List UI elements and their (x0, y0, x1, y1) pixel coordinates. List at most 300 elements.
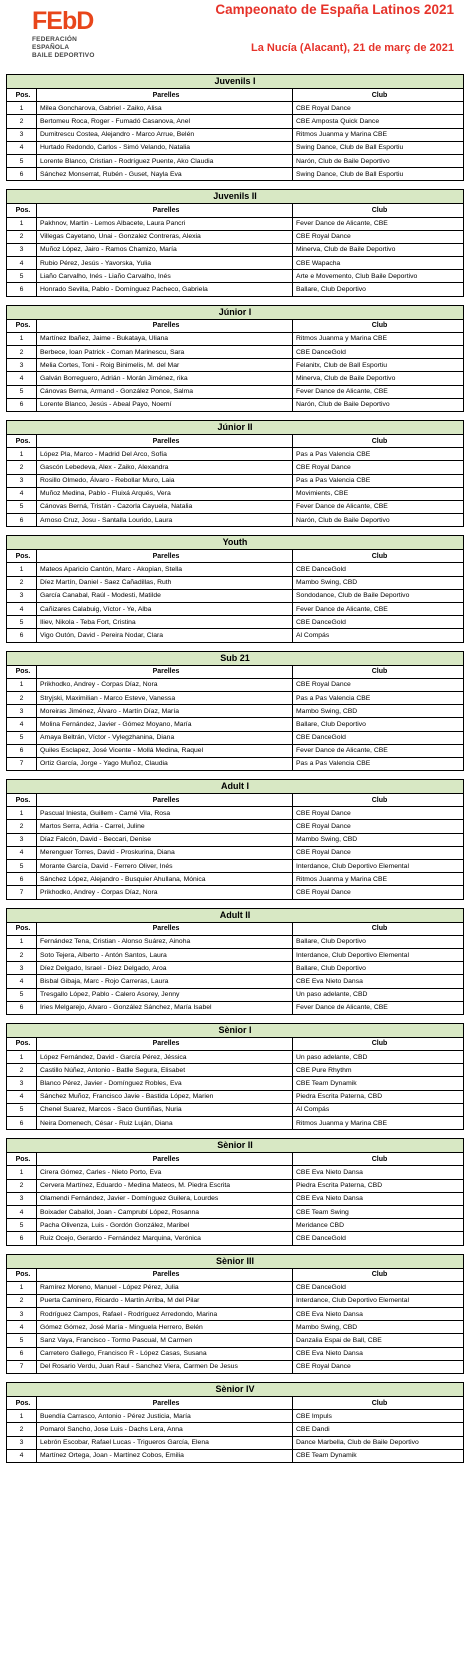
couple-cell: Soto Tejera, Alberto - Antón Santos, Laura (37, 948, 293, 961)
table-row (7, 115, 464, 128)
position-cell: 2 (7, 461, 37, 474)
couple-cell: Pakhnov, Martin - Lemos Albacete, Laura Pancri (37, 217, 293, 230)
couple-cell: Rodríguez Campos, Rafael - Rodríguez Arredondo, Marina (37, 1308, 293, 1321)
club-cell: Danzalia Espai de Ball, CBE (293, 1334, 464, 1347)
club-header: Club (293, 1037, 464, 1050)
club-cell: Ritmos Juanma y Marina CBE (293, 873, 464, 886)
club-header: Club (293, 794, 464, 807)
position-cell: 3 (7, 1308, 37, 1321)
position-cell: 5 (7, 1334, 37, 1347)
category-title: Adult II (7, 908, 464, 922)
couple-cell: Mateos Aparicio Cantón, Marc - Akopian, Stella (37, 563, 293, 576)
category-table (6, 1023, 464, 1130)
club-cell: CBE Royal Dance (293, 886, 464, 899)
position-cell: 2 (7, 115, 37, 128)
couple-cell: Bisbal Gibaja, Marc - Rojo Carreras, Laura (37, 975, 293, 988)
table-row (7, 589, 464, 602)
pos-header: Pos. (7, 319, 37, 332)
position-cell: 6 (7, 744, 37, 757)
category-title: Sènior III (7, 1254, 464, 1268)
club-cell: CBE Amposta Quick Dance (293, 115, 464, 128)
table-row (7, 1090, 464, 1103)
table-row (7, 975, 464, 988)
pos-header: Pos. (7, 204, 37, 217)
table-row (7, 230, 464, 243)
category-title: Juvenils II (7, 190, 464, 204)
club-cell: CBE Team Dynamik (293, 1077, 464, 1090)
table-row (7, 705, 464, 718)
header-row (7, 1397, 464, 1410)
club-cell: Felanitx, Club de Ball Esportiu (293, 359, 464, 372)
couple-cell: Quiles Esclapez, José Vicente - Mollá Medina, Raquel (37, 744, 293, 757)
position-cell: 1 (7, 102, 37, 115)
club-header: Club (293, 1153, 464, 1166)
category-title: Júnior I (7, 305, 464, 319)
club-cell: Mambo Swing, CBD (293, 705, 464, 718)
couple-cell: Puerta Caminero, Ricardo - Martín Arriba, M del Pilar (37, 1294, 293, 1307)
position-cell: 5 (7, 731, 37, 744)
club-cell: Interdance, Club Deportivo Elemental (293, 860, 464, 873)
couple-cell: Martos Serra, Adria - Carrel, Juline (37, 820, 293, 833)
couple-cell: Gómez Gómez, José María - Minguela Herrero, Belén (37, 1321, 293, 1334)
table-row (7, 616, 464, 629)
couple-cell: Sánchez Monserrat, Rubén - Guset, Nayla Eva (37, 168, 293, 181)
club-cell: Narón, Club de Baile Deportivo (293, 398, 464, 411)
table-row (7, 988, 464, 1001)
club-header: Club (293, 89, 464, 102)
header-row (7, 204, 464, 217)
club-cell: Arte e Movemento, Club Baile Deportivo (293, 270, 464, 283)
table-row (7, 744, 464, 757)
table-row (7, 461, 464, 474)
position-cell: 5 (7, 616, 37, 629)
club-cell: Dance Marbella, Club de Baile Deportivo (293, 1436, 464, 1449)
table-row (7, 1064, 464, 1077)
couples-header: Parelles (37, 922, 293, 935)
pos-header: Pos. (7, 1037, 37, 1050)
position-cell: 5 (7, 1219, 37, 1232)
position-cell: 4 (7, 257, 37, 270)
couple-cell: Sanz Vaya, Francisco - Tormo Pascual, M Carmen (37, 1334, 293, 1347)
table-row (7, 398, 464, 411)
club-cell: Pas a Pas Valencia CBE (293, 691, 464, 704)
couple-cell: Rosillo Olmedo, Álvaro - Rebollar Muro, Laia (37, 474, 293, 487)
couple-cell: Merenguer Torres, David - Proskurina, Diana (37, 846, 293, 859)
logo-line-2: BAILE DEPORTIVO (32, 52, 95, 59)
couples-header: Parelles (37, 1397, 293, 1410)
category-title: Sub 21 (7, 651, 464, 665)
couple-cell: Lorente Blanco, Cristian - Rodríguez Puente, Ako Claudia (37, 154, 293, 167)
pos-header: Pos. (7, 1397, 37, 1410)
couple-cell: Melia Cortes, Toni - Roig Binimelis, M. del Mar (37, 359, 293, 372)
couple-cell: López Fernández, David - García Pérez, Jéssica (37, 1051, 293, 1064)
table-row (7, 1281, 464, 1294)
club-cell: Ritmos Juanma y Marina CBE (293, 1117, 464, 1130)
couple-cell: Prikhodko, Andrey - Corpas Díaz, Nora (37, 886, 293, 899)
position-cell: 1 (7, 448, 37, 461)
table-row (7, 678, 464, 691)
category-title: Sènior I (7, 1023, 464, 1037)
position-cell: 1 (7, 678, 37, 691)
table-row (7, 1334, 464, 1347)
table-row (7, 731, 464, 744)
category-table (6, 189, 464, 296)
couple-cell: Stryjski, Maximilian - Marco Esteve, Vanessa (37, 691, 293, 704)
page-header (0, 0, 468, 64)
club-cell: Meridance CBD (293, 1219, 464, 1232)
category-table (6, 1138, 464, 1245)
header-row (7, 922, 464, 935)
couple-cell: Prikhodko, Andrey - Corpas Díaz, Nora (37, 678, 293, 691)
club-header: Club (293, 434, 464, 447)
club-cell: Swing Dance, Club de Ball Esportiu (293, 141, 464, 154)
table-row (7, 346, 464, 359)
position-cell: 2 (7, 576, 37, 589)
position-cell: 4 (7, 1090, 37, 1103)
position-cell: 2 (7, 820, 37, 833)
club-cell: Un paso adelante, CBD (293, 988, 464, 1001)
couples-header: Parelles (37, 794, 293, 807)
table-row (7, 332, 464, 345)
table-row (7, 283, 464, 296)
couple-cell: Lebrón Escobar, Rafael Lucas - Trigueros García, Elena (37, 1436, 293, 1449)
couples-header: Parelles (37, 665, 293, 678)
position-cell: 6 (7, 398, 37, 411)
category-table (6, 305, 464, 412)
table-row (7, 629, 464, 642)
header-row (7, 550, 464, 563)
couple-cell: López Pla, Marco - Madrid Del Arco, Sofía (37, 448, 293, 461)
table-row (7, 757, 464, 770)
couple-cell: Pacha Olivenza, Luis - Gordón González, Maribel (37, 1219, 293, 1232)
table-row (7, 500, 464, 513)
table-row (7, 820, 464, 833)
table-row (7, 1232, 464, 1245)
table-row (7, 873, 464, 886)
club-cell: CBE DanceGold (293, 563, 464, 576)
category-table (6, 535, 464, 642)
table-row (7, 372, 464, 385)
table-row (7, 1205, 464, 1218)
category-table (6, 651, 464, 772)
couple-cell: Boixader Caballol, Joan - Camprubí López, Rosanna (37, 1205, 293, 1218)
position-cell: 5 (7, 1103, 37, 1116)
couple-cell: Lorente Blanco, Jesús - Abeal Payo, Noemí (37, 398, 293, 411)
couple-cell: Tresgallo López, Pablo - Calero Asorey, Jenny (37, 988, 293, 1001)
club-cell: CBE Eva Nieto Dansa (293, 1166, 464, 1179)
results-tables (6, 74, 463, 1471)
couple-cell: Liaño Carvalho, Inés - Liaño Carvalho, Inés (37, 270, 293, 283)
position-cell: 4 (7, 603, 37, 616)
position-cell: 6 (7, 168, 37, 181)
category-title: Júnior II (7, 420, 464, 434)
couples-header: Parelles (37, 319, 293, 332)
club-cell: Ballare, Club Deportivo (293, 962, 464, 975)
pos-header: Pos. (7, 434, 37, 447)
club-header: Club (293, 1268, 464, 1281)
club-cell: CBE Dandi (293, 1423, 464, 1436)
couple-cell: Moreiras Jiménez, Álvaro - Martín Díaz, María (37, 705, 293, 718)
table-row (7, 1103, 464, 1116)
club-cell: CBE DanceGold (293, 346, 464, 359)
couple-cell: Díaz Falcón, David - Beccari, Denise (37, 833, 293, 846)
club-cell: Fever Dance de Alicante, CBE (293, 603, 464, 616)
table-row (7, 718, 464, 731)
table-row (7, 243, 464, 256)
club-cell: Narón, Club de Baile Deportivo (293, 514, 464, 527)
couple-cell: Sánchez Muñoz, Francisco Javie - Bastida López, Marien (37, 1090, 293, 1103)
table-row (7, 691, 464, 704)
position-cell: 7 (7, 757, 37, 770)
position-cell: 1 (7, 332, 37, 345)
position-cell: 3 (7, 474, 37, 487)
position-cell: 1 (7, 807, 37, 820)
club-cell: CBE Royal Dance (293, 820, 464, 833)
club-cell: Ballare, Club Deportivo (293, 718, 464, 731)
couple-cell: Buendía Carrasco, Antonio - Pérez Justicia, María (37, 1410, 293, 1423)
position-cell: 1 (7, 935, 37, 948)
position-cell: 3 (7, 1192, 37, 1205)
position-cell: 6 (7, 1001, 37, 1014)
couple-cell: Del Rosario Verdu, Juan Raul - Sanchez Viera, Carmen De Jesus (37, 1360, 293, 1373)
couple-cell: Pascual Iniesta, Guillem - Carné Vila, Rosa (37, 807, 293, 820)
table-row (7, 860, 464, 873)
pos-header: Pos. (7, 665, 37, 678)
club-cell: Sondodance, Club de Baile Deportivo (293, 589, 464, 602)
table-row (7, 576, 464, 589)
couple-cell: Fernández Tena, Cristian - Alonso Suárez, Ainoha (37, 935, 293, 948)
position-cell: 6 (7, 629, 37, 642)
table-row (7, 846, 464, 859)
position-cell: 4 (7, 718, 37, 731)
table-row (7, 833, 464, 846)
couple-cell: Muñoz Medina, Pablo - Fluixá Arqués, Vera (37, 487, 293, 500)
position-cell: 7 (7, 1360, 37, 1373)
category-title: Adult I (7, 780, 464, 794)
couple-cell: García Canabal, Raúl - Modesti, Matilde (37, 589, 293, 602)
club-cell: CBE Eva Nieto Dansa (293, 1192, 464, 1205)
club-header: Club (293, 922, 464, 935)
position-cell: 6 (7, 1232, 37, 1245)
couple-cell: Hurtado Redondo, Carlos - Simó Velando, Natalia (37, 141, 293, 154)
club-cell: Pas a Pas Valencia CBE (293, 474, 464, 487)
club-cell: CBE DanceGold (293, 616, 464, 629)
logo-line-1: FEDERACIÓN ESPAÑOLA (32, 36, 77, 51)
table-row (7, 1117, 464, 1130)
table-row (7, 1423, 464, 1436)
position-cell: 6 (7, 873, 37, 886)
table-row (7, 1051, 464, 1064)
table-row (7, 1192, 464, 1205)
position-cell: 5 (7, 860, 37, 873)
table-row (7, 563, 464, 576)
table-row (7, 168, 464, 181)
table-row (7, 270, 464, 283)
club-cell: Pas a Pas Valencia CBE (293, 757, 464, 770)
club-cell: CBE Impuls (293, 1410, 464, 1423)
couple-cell: Cervera Martínez, Eduardo - Medina Mateos, M. Piedra Escrita (37, 1179, 293, 1192)
position-cell: 1 (7, 217, 37, 230)
club-cell: Mambo Swing, CBD (293, 576, 464, 589)
table-row (7, 886, 464, 899)
position-cell: 6 (7, 1117, 37, 1130)
category-title: Youth (7, 536, 464, 550)
table-row (7, 217, 464, 230)
club-cell: CBE Royal Dance (293, 230, 464, 243)
category-title: Juvenils I (7, 75, 464, 89)
position-cell: 3 (7, 589, 37, 602)
couple-cell: Galván Borreguero, Adrián - Morán Jiménez, rika (37, 372, 293, 385)
club-cell: CBE Royal Dance (293, 1360, 464, 1373)
couple-cell: Blanco Pérez, Javier - Domínguez Robles, Eva (37, 1077, 293, 1090)
position-cell: 1 (7, 1410, 37, 1423)
position-cell: 5 (7, 500, 37, 513)
couple-cell: Chenel Suarez, Marcos - Saco Guntiñas, Nuria (37, 1103, 293, 1116)
couple-cell: Villegas Cayetano, Unai - Gonzalez Contreras, Alexia (37, 230, 293, 243)
position-cell: 2 (7, 346, 37, 359)
pos-header: Pos. (7, 89, 37, 102)
table-row (7, 514, 464, 527)
category-table (6, 1382, 464, 1463)
club-cell: Mambo Swing, CBD (293, 1321, 464, 1334)
couples-header: Parelles (37, 204, 293, 217)
couple-cell: Cirera Gómez, Carles - Nieto Porto, Eva (37, 1166, 293, 1179)
position-cell: 4 (7, 846, 37, 859)
couple-cell: Pomarol Sancho, Jose Luis - Dachs Lera, Anna (37, 1423, 293, 1436)
table-row (7, 385, 464, 398)
table-row (7, 1436, 464, 1449)
couple-cell: Ruiz Ocejo, Gerardo - Fernández Marquina, Verónica (37, 1232, 293, 1245)
club-cell: Interdance, Club Deportivo Elemental (293, 1294, 464, 1307)
club-cell: Fever Dance de Alicante, CBE (293, 217, 464, 230)
club-header: Club (293, 204, 464, 217)
position-cell: 5 (7, 988, 37, 1001)
table-row (7, 807, 464, 820)
table-row (7, 102, 464, 115)
couple-cell: Martínez Ortega, Joan - Martínez Cobos, Emilia (37, 1449, 293, 1462)
position-cell: 2 (7, 691, 37, 704)
club-header: Club (293, 319, 464, 332)
couple-cell: Cañizares Calabuig, Víctor - Ye, Alba (37, 603, 293, 616)
club-header: Club (293, 1397, 464, 1410)
position-cell: 1 (7, 1051, 37, 1064)
table-row (7, 1347, 464, 1360)
club-cell: Interdance, Club Deportivo Elemental (293, 948, 464, 961)
table-row (7, 1321, 464, 1334)
position-cell: 6 (7, 514, 37, 527)
header-row (7, 434, 464, 447)
club-cell: Fever Dance de Alicante, CBE (293, 500, 464, 513)
position-cell: 4 (7, 487, 37, 500)
club-cell: CBE Royal Dance (293, 807, 464, 820)
position-cell: 2 (7, 1423, 37, 1436)
club-cell: CBE Team Swing (293, 1205, 464, 1218)
position-cell: 4 (7, 1205, 37, 1218)
couple-cell: Vigo Outón, David - Pereira Nodar, Clara (37, 629, 293, 642)
couple-cell: Muñoz López, Jairo - Ramos Chamizo, María (37, 243, 293, 256)
position-cell: 6 (7, 283, 37, 296)
category-title: Sènior II (7, 1139, 464, 1153)
couple-cell: Dumitrescu Costea, Alejandro - Marco Arrue, Belén (37, 128, 293, 141)
table-row (7, 141, 464, 154)
club-cell: CBE Wapacha (293, 257, 464, 270)
couple-cell: Morante García, David - Ferrero Oliver, Inés (37, 860, 293, 873)
position-cell: 2 (7, 230, 37, 243)
position-cell: 3 (7, 1436, 37, 1449)
position-cell: 4 (7, 1321, 37, 1334)
position-cell: 3 (7, 243, 37, 256)
position-cell: 4 (7, 1449, 37, 1462)
table-row (7, 487, 464, 500)
club-cell: Swing Dance, Club de Ball Esportiu (293, 168, 464, 181)
header-row (7, 665, 464, 678)
club-cell: Ballare, Club Deportivo (293, 283, 464, 296)
table-row (7, 1308, 464, 1321)
club-cell: Fever Dance de Alicante, CBE (293, 744, 464, 757)
couple-cell: Iries Melgarejo, Alvaro - González Sánchez, María Isabel (37, 1001, 293, 1014)
table-row (7, 257, 464, 270)
club-cell: Al Compás (293, 629, 464, 642)
position-cell: 2 (7, 1179, 37, 1192)
category-table (6, 74, 464, 181)
couple-cell: Martínez Ibañez, Jaime - Bukataya, Uliana (37, 332, 293, 345)
table-row (7, 474, 464, 487)
position-cell: 1 (7, 563, 37, 576)
pos-header: Pos. (7, 1268, 37, 1281)
table-row (7, 1294, 464, 1307)
table-row (7, 1077, 464, 1090)
couple-cell: Iliev, Nikola - Teba Fort, Cristina (37, 616, 293, 629)
position-cell: 5 (7, 385, 37, 398)
table-row (7, 448, 464, 461)
position-cell: 5 (7, 270, 37, 283)
club-header: Club (293, 550, 464, 563)
pos-header: Pos. (7, 922, 37, 935)
page-subtitle: La Nucía (Alacant), 21 de març de 2021 (251, 42, 454, 54)
couples-header: Parelles (37, 1268, 293, 1281)
couple-cell: Sánchez López, Alejandro - Busquier Ahullana, Mónica (37, 873, 293, 886)
couple-cell: Cánovas Berna, Armand - González Ponce, Salma (37, 385, 293, 398)
couple-cell: Neira Domenech, César - Ruiz Luján, Diana (37, 1117, 293, 1130)
position-cell: 5 (7, 154, 37, 167)
position-cell: 3 (7, 962, 37, 975)
club-cell: CBE Eva Nieto Dansa (293, 1308, 464, 1321)
couples-header: Parelles (37, 1153, 293, 1166)
club-cell: Narón, Club de Baile Deportivo (293, 154, 464, 167)
federation-logo (32, 8, 106, 60)
club-cell: Fever Dance de Alicante, CBE (293, 1001, 464, 1014)
page-title: Campeonato de España Latinos 2021 (215, 2, 454, 17)
couple-cell: Molina Fernández, Javier - Gómez Moyano, María (37, 718, 293, 731)
position-cell: 2 (7, 948, 37, 961)
table-row (7, 359, 464, 372)
position-cell: 6 (7, 1347, 37, 1360)
club-cell: CBE DanceGold (293, 1232, 464, 1245)
club-cell: Mambo Swing, CBD (293, 833, 464, 846)
couple-cell: Ortiz García, Jorge - Yago Muñoz, Claudia (37, 757, 293, 770)
couple-cell: Bertomeu Roca, Roger - Fumadó Casanova, Anel (37, 115, 293, 128)
position-cell: 2 (7, 1064, 37, 1077)
pos-header: Pos. (7, 550, 37, 563)
club-cell: CBE Eva Nieto Dansa (293, 975, 464, 988)
club-cell: Minerva, Club de Baile Deportivo (293, 243, 464, 256)
club-cell: Piedra Escrita Paterna, CBD (293, 1179, 464, 1192)
header-row (7, 89, 464, 102)
table-row (7, 935, 464, 948)
club-cell: Piedra Escrita Paterna, CBD (293, 1090, 464, 1103)
table-row (7, 1449, 464, 1462)
club-cell: CBE DanceGold (293, 1281, 464, 1294)
